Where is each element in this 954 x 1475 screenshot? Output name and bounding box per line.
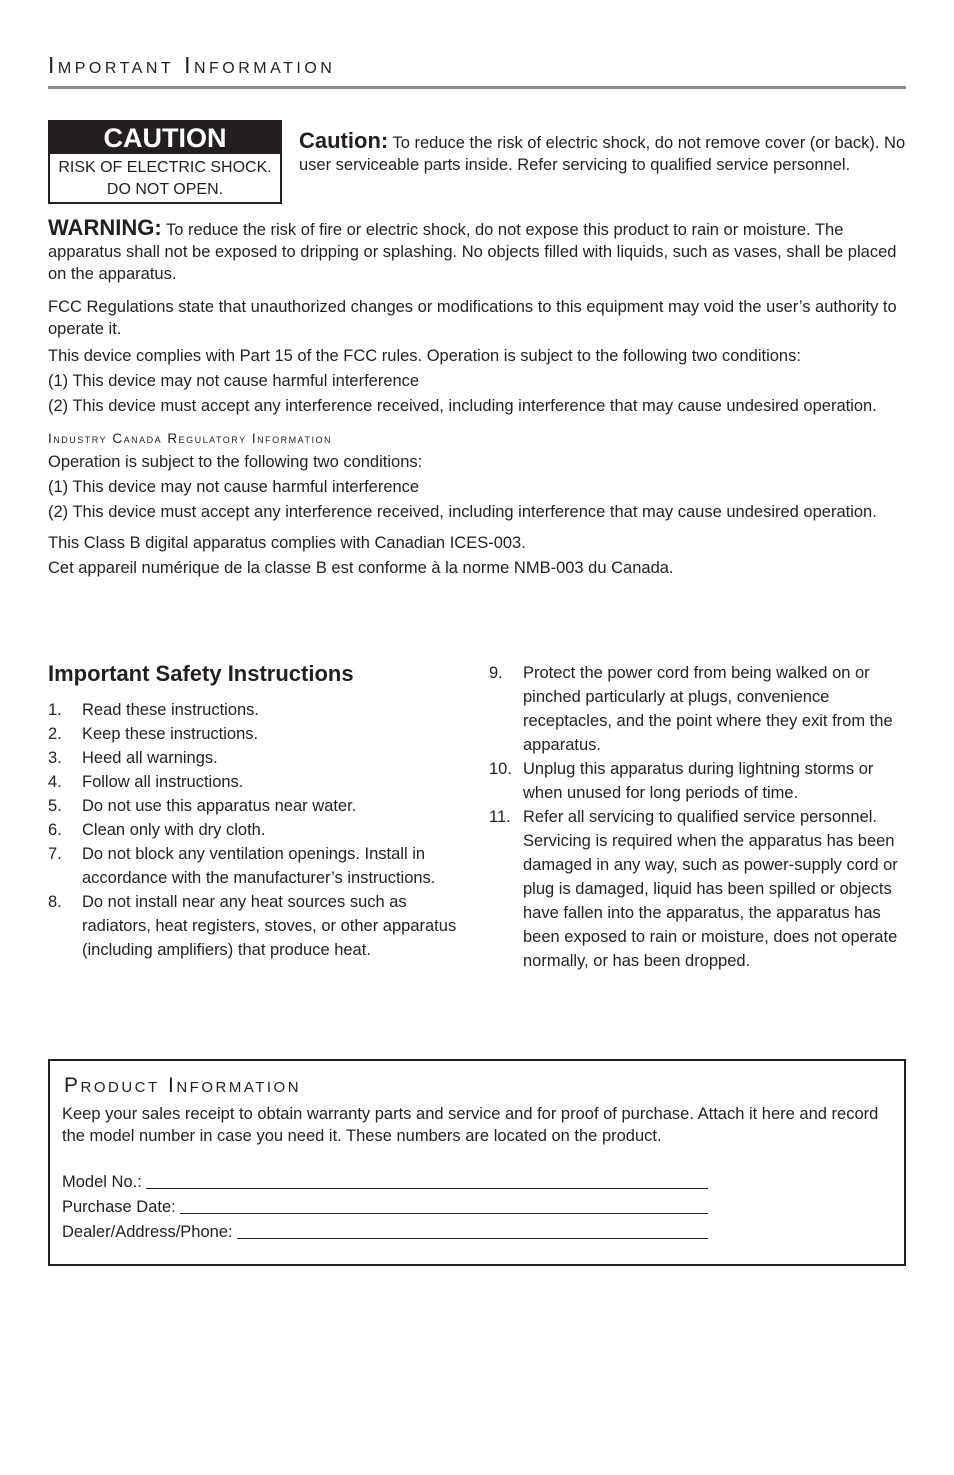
list-item: 11. Refer all servicing to qualified service personnel. Servicing is required when the apparatus has been damaged in any way, such as power-supply cord or plug is damaged, liquid has been spilled or objects have fallen into the apparatus, the apparatus has been exposed to rain or moisture, does not operate normally, or has been dropped. <box>489 808 898 970</box>
model-number-line[interactable] <box>146 1171 708 1189</box>
fcc-condition-2: (2) This device must accept any interference received, including interference that may cause undesired operation. <box>48 397 877 415</box>
ic-condition-2: (2) This device must accept any interference received, including interference that may cause undesired operation. <box>48 503 877 521</box>
title-divider <box>48 86 906 89</box>
caution-body: To reduce the risk of electric shock, do not remove cover (or back). No user serviceable parts inside. Refer servicing to qualified service personnel. <box>299 134 906 174</box>
model-number-field[interactable] <box>62 1171 708 1193</box>
list-item: 1. Read these instructions. <box>48 701 260 719</box>
warning-paragraph <box>48 217 908 285</box>
purchase-date-label: Purchase Date: <box>62 1198 176 1216</box>
warning-body: To reduce the risk of fire or electric shock, do not expose this product to rain or moisture. The apparatus shall not be exposed to dripping or splashing. No objects filled with liquids, such as vases, shall be placed on the apparatus. <box>48 221 897 283</box>
list-item: 2. Keep these instructions. <box>48 725 259 743</box>
list-item: 10. Unplug this apparatus during lightning storms or when unused for long periods of time. <box>489 760 874 802</box>
warning-lead: WARNING: <box>48 215 162 240</box>
fcc-regulations: FCC Regulations state that unauthorized changes or modifications to this equipment may void the user’s authority to operate it. <box>48 298 897 338</box>
product-info-text: Keep your sales receipt to obtain warranty parts and service and for proof of purchase. Attach it here and record the model number in case you need it. These numbers are located on the product. <box>62 1105 879 1145</box>
purchase-date-field[interactable] <box>62 1196 708 1218</box>
ic-condition-1: (1) This device may not cause harmful interference <box>48 478 420 496</box>
caution-lead: Caution: <box>299 128 389 153</box>
industry-canada-heading: Industry Canada Regulatory Information <box>48 431 332 446</box>
product-info-heading: Product Information <box>64 1074 302 1097</box>
safety-heading: Important Safety Instructions <box>48 661 354 686</box>
list-item: 8. Do not install near any heat sources such as radiators, heat registers, stoves, or other apparatus (including amplifiers) that produce heat. <box>48 893 457 959</box>
regulatory-section <box>48 296 908 582</box>
page-title: Important Information <box>48 52 336 78</box>
list-item: 5. Do not use this apparatus near water. <box>48 797 357 815</box>
list-item: 3. Heed all warnings. <box>48 749 218 767</box>
caution-label-line2: DO NOT OPEN. <box>106 181 224 198</box>
purchase-date-line[interactable] <box>180 1196 708 1214</box>
fcc-compliance: This device complies with Part 15 of the FCC rules. Operation is subject to the following two conditions: <box>48 347 801 365</box>
list-item: 9. Protect the power cord from being walked on or pinched particularly at plugs, convenience receptacles, and the point where they exit from the apparatus. <box>489 664 893 754</box>
model-number-label: Model No.: <box>62 1173 142 1191</box>
list-item: 6. Clean only with dry cloth. <box>48 821 266 839</box>
caution-paragraph <box>299 130 909 176</box>
ic-class-b-fr: Cet appareil numérique de la classe B est conforme à la norme NMB-003 du Canada. <box>48 559 674 577</box>
caution-label-body <box>50 154 280 201</box>
list-item: 7. Do not block any ventilation openings. Install in accordance with the manufacturer’s instructions. <box>48 845 436 887</box>
ic-class-b-en: This Class B digital apparatus complies with Canadian ICES-003. <box>48 534 526 552</box>
dealer-line[interactable] <box>237 1221 708 1239</box>
caution-label-heading: CAUTION <box>50 122 280 154</box>
safety-list-left <box>48 698 458 962</box>
dealer-field[interactable] <box>62 1221 708 1243</box>
dealer-label: Dealer/Address/Phone: <box>62 1223 233 1241</box>
ic-intro: Operation is subject to the following two conditions: <box>48 453 423 471</box>
product-information-box <box>48 1059 906 1266</box>
safety-list-right <box>489 661 909 973</box>
list-item: 4. Follow all instructions. <box>48 773 244 791</box>
caution-label-line1: RISK OF ELECTRIC SHOCK. <box>58 159 272 176</box>
caution-warning-label <box>48 120 282 204</box>
fcc-condition-1: (1) This device may not cause harmful interference <box>48 372 420 390</box>
